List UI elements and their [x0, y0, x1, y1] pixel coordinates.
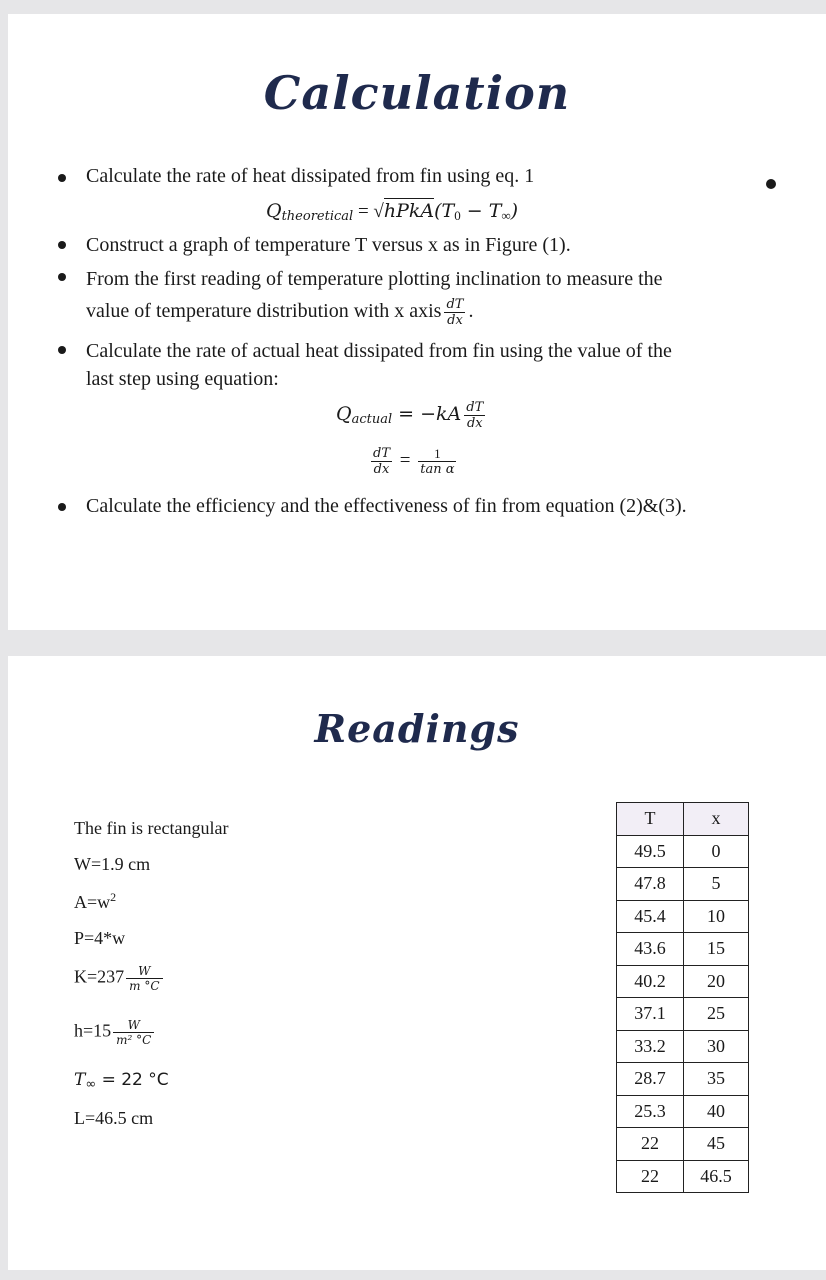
- cell-T: 22: [617, 1128, 684, 1161]
- dTdx-fraction: [444, 297, 465, 328]
- eq-part: ): [510, 200, 519, 222]
- length-value: L=46.5 cm: [74, 1108, 154, 1128]
- cell-T: 43.6: [617, 933, 684, 966]
- dTdx-fraction: [371, 446, 392, 477]
- tinf-value: = 22 °C: [96, 1070, 169, 1090]
- cell-T: 40.2: [617, 965, 684, 998]
- eq-part: (T: [434, 200, 455, 222]
- equation-theoretical: [266, 200, 518, 224]
- k-unit-fraction: [126, 964, 162, 993]
- tinf-symbol: T: [74, 1070, 86, 1090]
- bullet-text: Construct a graph of temperature T versus x as in Figure (1).: [86, 234, 571, 256]
- width-value: W=1.9 cm: [74, 854, 151, 874]
- cell-x: 0: [684, 835, 749, 868]
- eq-lhs: Q: [266, 200, 282, 222]
- eq-equals: =: [395, 449, 416, 471]
- table-row: [617, 933, 749, 966]
- frac-den: dx: [447, 312, 463, 328]
- stray-bullet-dot: [766, 179, 776, 189]
- frac-den: m² °C: [116, 1033, 152, 1047]
- area-exponent: 2: [110, 890, 117, 904]
- header-x: x: [684, 803, 749, 836]
- cell-x: 20: [684, 965, 749, 998]
- eq-lhs-sub: theoretical: [281, 209, 354, 224]
- frac-den: m °C: [129, 979, 160, 993]
- cell-x: 30: [684, 1030, 749, 1063]
- sqrt-sign: √: [373, 201, 384, 222]
- cell-T: 45.4: [617, 900, 684, 933]
- convection-value: [74, 1018, 154, 1047]
- eq-lhs: Q: [336, 402, 352, 425]
- table-row: [617, 998, 749, 1031]
- equation-tan: [368, 446, 459, 477]
- cell-T: 33.2: [617, 1030, 684, 1063]
- ambient-temp-value: [74, 1070, 169, 1092]
- table-row: [617, 1030, 749, 1063]
- frac-den: dx: [373, 462, 390, 477]
- table-row: [617, 868, 749, 901]
- tan-fraction: [418, 446, 456, 477]
- bullet-dot: [58, 241, 66, 249]
- table-row: [617, 965, 749, 998]
- bullet-dot: [58, 503, 66, 511]
- perimeter-value: P=4*w: [74, 928, 126, 948]
- eq-sub-0: 0: [454, 208, 461, 223]
- eq-sub-inf: ∞: [501, 208, 511, 223]
- fin-shape-text: The fin is rectangular: [74, 818, 229, 838]
- cell-x: 5: [684, 868, 749, 901]
- cell-x: 45: [684, 1128, 749, 1161]
- eq-lhs-sub: actual: [351, 411, 393, 427]
- cell-x: 46.5: [684, 1160, 749, 1193]
- bullet-dot: [58, 273, 66, 281]
- tinf-sub: ∞: [85, 1077, 97, 1092]
- cell-T: 22: [617, 1160, 684, 1193]
- bullet-text: last step using equation:: [86, 368, 279, 390]
- cell-T: 28.7: [617, 1063, 684, 1096]
- frac-den: tan α: [420, 462, 455, 477]
- bullet-text: Calculate the rate of actual heat dissipated from fin using the value of the: [86, 340, 672, 362]
- table-row: [617, 1063, 749, 1096]
- conductivity-value: [74, 964, 163, 993]
- area-text: A=w: [74, 892, 111, 912]
- frac-num: dT: [446, 296, 464, 312]
- frac-num: dT: [373, 446, 390, 461]
- frac-num: W: [126, 964, 162, 979]
- h-text: h=15: [74, 1020, 112, 1041]
- h-unit-fraction: [113, 1018, 154, 1047]
- k-text: K=237: [74, 966, 125, 987]
- table-row: [617, 900, 749, 933]
- dTdx-fraction: [464, 400, 485, 431]
- cell-x: 10: [684, 900, 749, 933]
- equation-actual: [336, 400, 488, 431]
- bullet-dot: [58, 174, 66, 182]
- bullet-text: From the first reading of temperature plotting inclination to measure the: [86, 268, 663, 290]
- header-T: T: [617, 803, 684, 836]
- readings-slide: [8, 656, 826, 1270]
- table-row: [617, 1160, 749, 1193]
- bullet-dot: [58, 346, 66, 354]
- cell-x: 15: [684, 933, 749, 966]
- cell-x: 35: [684, 1063, 749, 1096]
- eq-radicand: hPkA: [383, 200, 435, 222]
- calculation-slide: [8, 14, 826, 630]
- bullet-text: Calculate the efficiency and the effectiveness of fin from equation (2)&(3).: [86, 495, 687, 517]
- frac-den: dx: [466, 416, 483, 431]
- frac-num: dT: [466, 400, 484, 415]
- table-header-row: [617, 803, 749, 836]
- readings-title: Readings: [314, 706, 520, 751]
- readings-table: [616, 802, 749, 1193]
- cell-x: 25: [684, 998, 749, 1031]
- frac-num: W: [113, 1018, 154, 1033]
- table-row: [617, 835, 749, 868]
- bullet-text-line: value of temperature distribution with x axis: [86, 300, 442, 322]
- cell-T: 49.5: [617, 835, 684, 868]
- frac-num: 1: [418, 446, 456, 462]
- period: .: [468, 300, 474, 322]
- eq-part: − T: [460, 200, 502, 222]
- cell-T: 47.8: [617, 868, 684, 901]
- table-row: [617, 1095, 749, 1128]
- table-row: [617, 1128, 749, 1161]
- cell-T: 37.1: [617, 998, 684, 1031]
- cell-x: 40: [684, 1095, 749, 1128]
- cell-T: 25.3: [617, 1095, 684, 1128]
- eq-rhs: = −kA: [392, 402, 462, 425]
- eq-equals: =: [353, 201, 374, 222]
- bullet-text-continued: [86, 296, 473, 328]
- calculation-title: Calculation: [263, 66, 571, 120]
- area-value: [74, 890, 116, 913]
- bullet-text: Calculate the rate of heat dissipated from fin using eq. 1: [86, 165, 535, 187]
